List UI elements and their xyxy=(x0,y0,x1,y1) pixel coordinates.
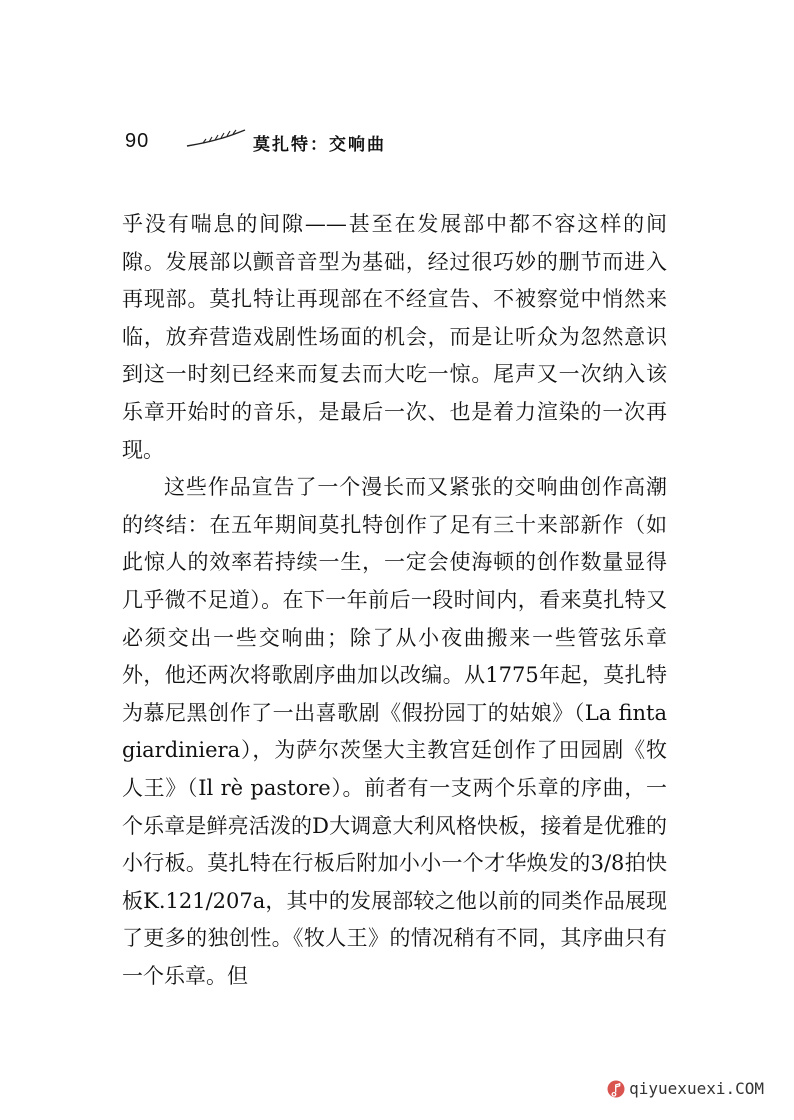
paragraph-continued: 乎没有喘息的间隙——甚至在发展部中都不容这样的间隙。发展部以颤音音型为基础，经过很巧妙的删节而进入再现部。莫扎特让再现部在不经宣告、不被察觉中悄然来临，放弃营造戏剧性场面的机会，而是让听众为忽然意识到这一时刻已经来而复去而大吃一惊。尾声又一次纳入该乐章开始时的音乐，是最后一次、也是着力渲染的一次再现。 xyxy=(122,212,667,462)
quill-flourish-icon xyxy=(185,128,247,150)
paragraph: 这些作品宣告了一个漫长而又紧张的交响曲创作高潮的终结：在五年期间莫扎特创作了足有三十来部新作（如此惊人的效率若持续一生，一定会使海顿的创作数量显得几乎微不足道）。在下一年前后一段时间内，看来莫扎特又必须交出一些交响曲；除了从小夜曲搬来一些管弦乐章外，他还两次将歌剧序曲加以改编。从1775年起，莫扎特为慕尼黑创作了一出喜歌剧《假扮园丁的姑娘》（La finta giardiniera），为萨尔茨堡大主教宫廷创作了田园剧《牧人王》（Il rè pastore）。前者有一支两个乐章的序曲，一个乐章是鲜亮活泼的D大调意大利风格快板，接着是优雅的小行板。莫扎特在行板后附加小小一个才华焕发的3/8拍快板K.121/207a，其中的发展部较之他以前的同类作品展现了更多的独创性。《牧人王》的情况稍有不同，其序曲只有一个乐章。但 xyxy=(122,475,667,988)
page-number: 90 xyxy=(125,130,150,152)
page-header xyxy=(125,126,545,156)
watermark xyxy=(607,1079,764,1098)
body-text xyxy=(122,206,667,995)
running-title: 莫扎特：交响曲 xyxy=(253,135,386,155)
watermark-text: qiyuexuexi.COM xyxy=(629,1079,764,1098)
music-note-icon xyxy=(607,1080,625,1098)
